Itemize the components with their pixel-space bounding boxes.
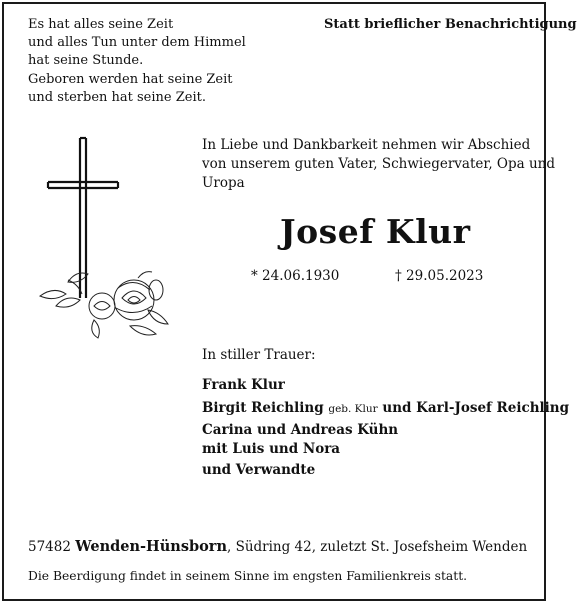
notice-heading: Statt brieflicher Benachrichtigung xyxy=(324,17,577,32)
maiden-name-note: geb. Klur xyxy=(328,403,378,415)
survivor-name: Birgit Reichling xyxy=(202,400,324,416)
address-line xyxy=(28,538,527,555)
survivor-line: und Verwandte xyxy=(202,462,316,478)
address-zip: 57482 xyxy=(28,539,71,555)
mourning-label: In stiller Trauer: xyxy=(202,347,316,363)
verse-line: hat seine Stunde. xyxy=(28,53,144,69)
survivor-line: Carina und Andreas Kühn xyxy=(202,422,399,438)
address-city: Wenden-Hünsborn xyxy=(75,538,227,555)
death-date: † 29.05.2023 xyxy=(395,268,484,284)
verse-line: und sterben hat seine Zeit. xyxy=(28,89,206,105)
cross-with-roses-icon xyxy=(38,130,174,349)
verse-line: Geboren werden hat seine Zeit xyxy=(28,71,233,87)
intro-line: In Liebe und Dankbarkeit nehmen wir Abschied xyxy=(202,137,531,153)
funeral-note: Die Beerdigung findet in seinem Sinne im engsten Familienkreis statt. xyxy=(28,569,468,583)
bible-verse xyxy=(28,16,246,107)
farewell-intro xyxy=(202,136,556,194)
survivor-line: Frank Klur xyxy=(202,377,285,393)
verse-line: und alles Tun unter dem Himmel xyxy=(28,35,246,51)
verse-line: Es hat alles seine Zeit xyxy=(28,17,174,32)
survivor-line xyxy=(202,397,569,421)
address-rest: , Südring 42, zuletzt St. Josefsheim Wenden xyxy=(226,539,528,555)
intro-line: Uropa xyxy=(202,175,245,192)
survivor-line: mit Luis und Nora xyxy=(202,441,341,457)
intro-line: von unserem guten Vater, Schwiegervater, Opa und xyxy=(202,156,556,173)
cross-with-roses-icon xyxy=(38,130,174,345)
survivor-name: und Karl-Josef Reichling xyxy=(382,400,570,416)
deceased-name: Josef Klur xyxy=(280,212,471,251)
survivors-list xyxy=(202,374,569,482)
birth-date: * 24.06.1930 xyxy=(251,268,340,284)
